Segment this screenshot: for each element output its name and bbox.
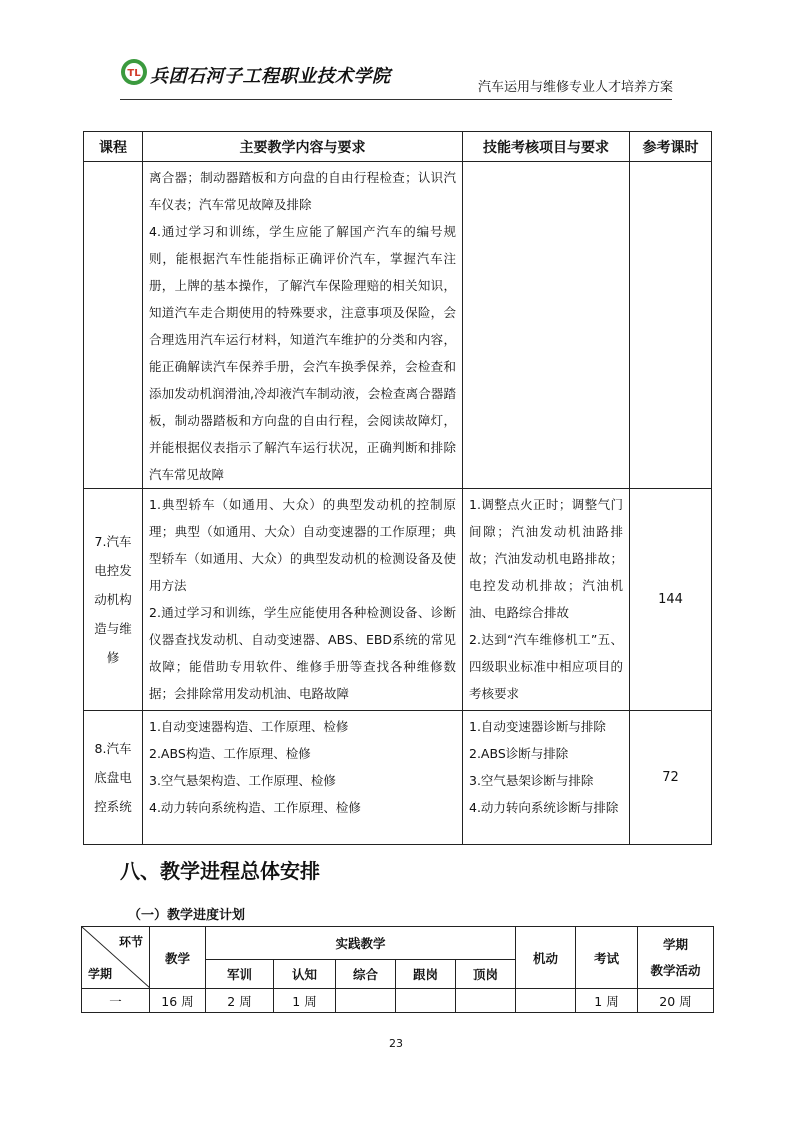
exam-cell: 1 周 (576, 989, 638, 1013)
hours-value: 144 (658, 592, 683, 607)
content-cell (143, 711, 463, 845)
total-cell: 20 周 (638, 989, 714, 1013)
cognition-cell: 1 周 (274, 989, 336, 1013)
comprehensive-cell (336, 989, 396, 1013)
hours-cell (630, 711, 712, 845)
content-text: 1.典型轿车（如通用、大众）的典型发动机的控制原理；典型（如通用、大众）自动变速器的工作原理；典型轿车（如通用、大众）的典型发动机的检测设备及使用方法 2.通过学习和训练，学生应能使用各种检测设备、诊断仪器查找发动机、自动变速器、ABS、EBD系统的常见故障；能借助专用软件、维修手册等查找各种维修数据；会排除常用发动机油、电路故障 (149, 497, 456, 701)
section-subtitle: （一）教学进度计划 (128, 908, 246, 923)
diagonal-header-cell (82, 927, 150, 989)
header-divider (120, 99, 672, 100)
document-title: 汽车运用与维修专业人才培养方案 (478, 80, 674, 95)
practice-sub-follow: 跟岗 (396, 960, 456, 989)
content-text: 离合器；制动器踏板和方向盘的自由行程检查；认识汽车仪表；汽车常见故障及排除 4.通过学习和训练，学生应能了解国产汽车的编号规则，能根据汽车性能指标正确评价汽车，掌握汽车注册，上牌的基本操作，了解汽车保险理赔的相关知识，知道汽车走合期使用的特殊要求，注意事项及保险，会合理选用汽车运行材料，知道汽车维护的分类和内容，能正确解读汽车保养手册，会汽车换季保养，会检查和添加发动机润滑油,冷却液汽车制动液，会检查离合器踏板，制动器踏板和方向盘的自由行程，会阅读故障灯，并能根据仪表指示了解汽车运行状况，正确判断和排除汽车常见故障 (149, 170, 456, 482)
content-text: 1.自动变速器构造、工作原理、检修 2.ABS构造、工作原理、检修 3.空气悬架构造、工作原理、检修 4.动力转向系统构造、工作原理、检修 (149, 719, 361, 815)
skills-cell (463, 711, 630, 845)
diag-top-label: 环节 (118, 935, 143, 949)
header-course: 课程 (84, 132, 143, 162)
page-number: 23 (389, 1037, 403, 1050)
follow-cell (396, 989, 456, 1013)
table-row (84, 162, 712, 489)
skills-text: 1.调整点火正时；调整气门间隙；汽油发动机油路排故；汽油发动机电路排故；电控发动机排故；汽油机油、电路综合排故 2.达到“汽车维修机工”五、四级职业标准中相应项目的考核要求 (469, 497, 623, 701)
course-cell (84, 162, 143, 489)
practice-sub-military: 军训 (206, 960, 274, 989)
content-cell (143, 489, 463, 711)
schedule-table (81, 926, 714, 1013)
schedule-header-row (82, 927, 714, 960)
header-hours: 参考课时 (630, 132, 712, 162)
teach-cell: 16 周 (150, 989, 206, 1013)
course-name: 8.汽车底盘电控系统 (94, 741, 132, 814)
header-skills: 技能考核项目与要求 (463, 132, 630, 162)
school-name: 兵团石河子工程职业技术学院 (150, 66, 391, 87)
exam-header: 考试 (576, 927, 638, 989)
practice-sub-internship: 顶岗 (456, 960, 516, 989)
skills-cell (463, 489, 630, 711)
table-row (84, 489, 712, 711)
course-cell (84, 711, 143, 845)
practice-sub-comprehensive: 综合 (336, 960, 396, 989)
hours-cell (630, 162, 712, 489)
header-content: 主要教学内容与要求 (143, 132, 463, 162)
practice-header: 实践教学 (206, 927, 516, 960)
internship-cell (456, 989, 516, 1013)
course-name: 7.汽车电控发动机构造与维修 (94, 534, 132, 665)
teach-header: 教学 (150, 927, 206, 989)
svg-text:TL: TL (127, 68, 141, 79)
military-cell: 2 周 (206, 989, 274, 1013)
course-cell (84, 489, 143, 711)
term-cell: 一 (82, 989, 150, 1013)
practice-sub-cognition: 认知 (274, 960, 336, 989)
section-title: 八、教学进程总体安排 (120, 859, 320, 883)
course-table (83, 131, 712, 845)
flex-cell (516, 989, 576, 1013)
school-logo (120, 58, 148, 86)
table-header-row (84, 132, 712, 162)
table-row (84, 711, 712, 845)
skills-cell (463, 162, 630, 489)
diag-bottom-label: 学期 (88, 967, 113, 981)
flex-header: 机动 (516, 927, 576, 989)
table-row (82, 989, 714, 1013)
hours-cell (630, 489, 712, 711)
hours-value: 72 (662, 770, 679, 785)
skills-text: 1.自动变速器诊断与排除 2.ABS诊断与排除 3.空气悬架诊断与排除 4.动力转向系统诊断与排除 (469, 719, 619, 815)
term-activity-header: 学期 教学活动 (638, 927, 714, 989)
content-cell (143, 162, 463, 489)
